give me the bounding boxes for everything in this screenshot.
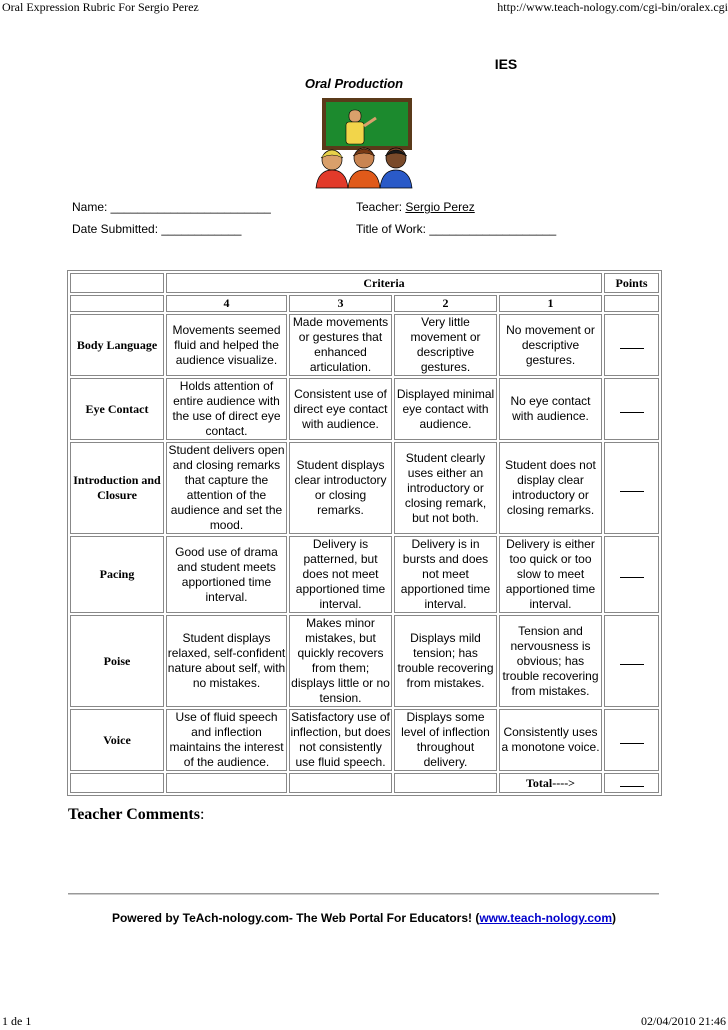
print-footer-page-count: 1 de 1 — [2, 1014, 32, 1028]
table-row — [70, 442, 659, 534]
rubric-cell: Satisfactory use of inflection, but does not consistently use fluid speech. — [290, 710, 391, 769]
total-label: Total----> — [499, 773, 602, 793]
teacher-label: Teacher: — [356, 200, 403, 214]
row-category: Poise — [70, 615, 164, 707]
rubric-cell: Student delivers open and closing remarks that capture the attention of the audience and set the mood. — [166, 442, 287, 534]
rubric-cell: Displays some level of inflection throughout delivery. — [394, 709, 497, 771]
table-row — [70, 615, 659, 707]
rubric-cell: Delivery is in bursts and does not meet apportioned time interval. — [394, 536, 497, 613]
total-blank — [166, 773, 287, 793]
rubric-cell: Delivery is either too quick or too slow to meet apportioned time interval. — [499, 536, 602, 613]
row-category: Eye Contact — [70, 378, 164, 440]
rubric-cell: Consistent use of direct eye contact with audience. — [289, 378, 392, 440]
rubric-cell: No movement or descriptive gestures. — [499, 314, 602, 376]
footer — [0, 911, 728, 925]
print-footer-timestamp: 02/04/2010 21:46 — [640, 1014, 726, 1028]
teacher-value: Sergio Perez — [405, 200, 475, 214]
rubric-cell: Tension and nervousness is obvious; has trouble recovering from mistakes. — [499, 615, 602, 707]
subtitle: Oral Production — [304, 76, 404, 91]
rubric-cell: Student clearly uses either an introductory or closing remark, but not both. — [394, 442, 497, 534]
date-submitted-field: Date Submitted: ____________ — [72, 222, 242, 236]
row-category: Voice — [70, 709, 164, 771]
table-row — [70, 378, 659, 440]
header-blank — [70, 273, 164, 293]
points-blank — [604, 709, 659, 771]
teacher-field — [356, 200, 475, 214]
total-row — [70, 773, 659, 793]
total-blank — [289, 773, 392, 793]
rubric-cell: Displayed minimal eye contact with audience. — [394, 378, 497, 440]
column-score-2: 2 — [394, 295, 497, 312]
rubric-cell: Student displays relaxed, self-confident nature about self, with no mistakes. — [166, 615, 287, 707]
footer-suffix: ) — [612, 911, 617, 925]
rubric-cell: Displays mild tension; has trouble recovering from mistakes. — [394, 615, 497, 707]
column-score-1: 1 — [499, 295, 602, 312]
criteria-header: Criteria — [166, 273, 602, 293]
points-blank — [604, 314, 659, 376]
total-points-blank — [604, 773, 659, 793]
rubric-cell: Student displays clear introductory or closing remarks. — [289, 442, 392, 534]
column-score-4: 4 — [166, 295, 287, 312]
points-blank — [604, 378, 659, 440]
rubric-cell: Use of fluid speech and inflection maintains the interest of the audience. — [166, 709, 287, 771]
table-row — [70, 314, 659, 376]
rubric-cell: Holds attention of entire audience with the use of direct eye contact. — [166, 378, 287, 440]
row-category: Pacing — [70, 536, 164, 613]
rubric-cell: Student does not display clear introductory or closing remarks. — [499, 442, 602, 534]
rubric-cell: Makes minor mistakes, but quickly recovers from them; displays little or no tension. — [289, 615, 392, 707]
rubric-cell: Good use of drama and student meets apportioned time interval. — [166, 536, 287, 613]
rubric-cell: Delivery is patterned, but does not meet apportioned time interval. — [289, 536, 392, 613]
rubric-cell: Movements seemed fluid and helped the audience visualize. — [166, 314, 287, 376]
table-row — [70, 709, 659, 771]
rubric-table — [67, 270, 662, 796]
name-field: Name: ________________________ — [72, 200, 271, 214]
title-of-work-field: Title of Work: ___________________ — [356, 222, 557, 236]
total-blank — [70, 773, 164, 793]
row-category: Introduction and Closure — [70, 442, 164, 534]
row-category: Body Language — [70, 314, 164, 376]
print-header-url: http://www.teach-nology.com/cgi-bin/oralex.cgi — [497, 0, 728, 14]
points-header: Points — [604, 273, 659, 293]
rubric-cell: Very little movement or descriptive gestures. — [394, 314, 497, 376]
school-title: IES — [494, 56, 518, 72]
points-blank — [604, 536, 659, 613]
rubric-cell: Consistently uses a monotone voice. — [499, 709, 602, 771]
teacher-comments-heading: Teacher Comments: — [68, 806, 205, 823]
column-blank — [70, 295, 164, 312]
classroom-clipart — [312, 98, 418, 190]
rubric-cell: Made movements or gestures that enhanced articulation. — [289, 314, 392, 376]
rubric-cell: No eye contact with audience. — [499, 378, 602, 440]
points-blank — [604, 442, 659, 534]
total-blank — [394, 773, 497, 793]
footer-text: Powered by TeAch-nology.com- The Web Portal For Educators! ( — [111, 911, 480, 925]
table-row — [70, 536, 659, 613]
divider — [68, 893, 659, 895]
column-score-3: 3 — [289, 295, 392, 312]
column-points-blank — [604, 295, 659, 312]
print-header-title: Oral Expression Rubric For Sergio Perez — [2, 0, 199, 14]
footer-link[interactable]: www.teach-nology.com — [479, 911, 613, 925]
points-blank — [604, 615, 659, 707]
